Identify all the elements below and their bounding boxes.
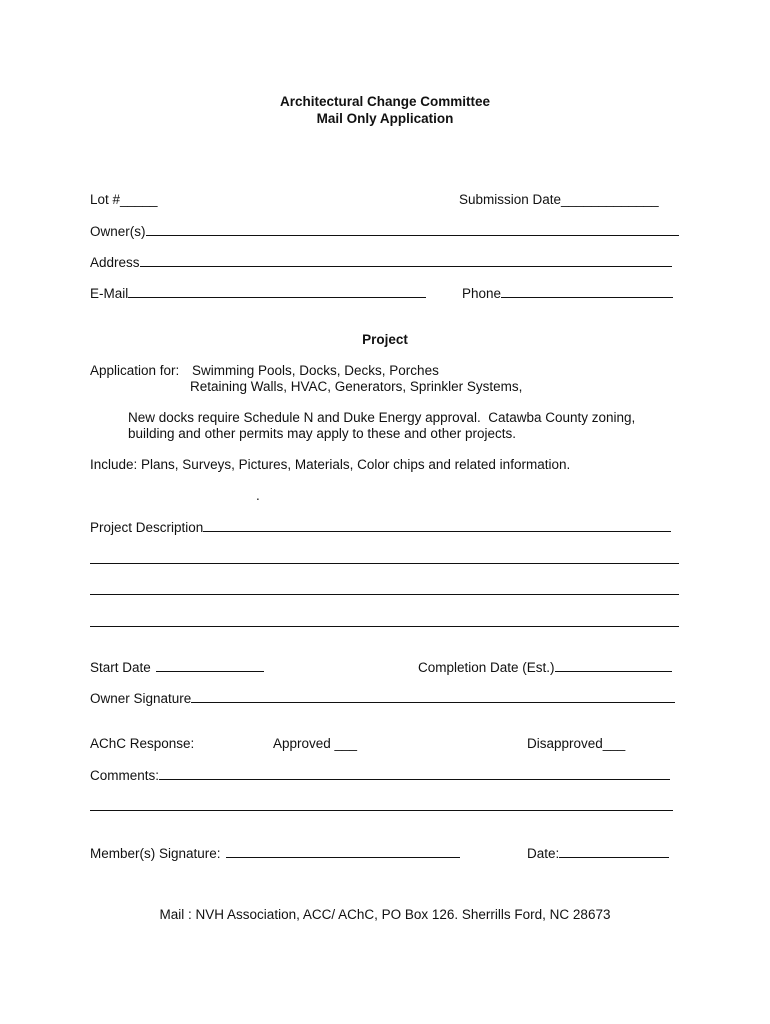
owners-field[interactable] [90,223,680,239]
date-label: Date: [527,846,560,861]
form-subtitle: Mail Only Application [316,111,454,126]
owners-label: Owner(s) [90,224,146,239]
achc-response-label: AChC Response: [90,736,195,751]
date-blank[interactable] [559,845,669,858]
comments-line-2[interactable] [90,798,680,814]
application-for-line1: Swimming Pools, Docks, Decks, Porches [192,363,439,378]
start-date-field[interactable] [90,659,270,675]
address-field[interactable] [90,254,680,270]
comments-field[interactable] [90,767,680,783]
approved-field[interactable]: Approved ___ [273,736,358,751]
phone-field[interactable] [462,285,677,301]
project-description-line-3[interactable] [90,582,680,598]
application-for-label: Application for: [90,363,180,378]
mail-address: Mail : NVH Association, ACC/ AChC, PO Box 126. Sherrills Ford, NC 28673 [159,907,611,922]
form-title: Architectural Change Committee [279,94,491,109]
email-field[interactable] [90,285,430,301]
owners-blank[interactable] [146,223,679,236]
owner-signature-field[interactable] [90,690,680,706]
date-field[interactable] [527,845,675,861]
completion-date-label: Completion Date (Est.) [418,660,555,675]
address-label: Address [90,255,140,270]
address-blank[interactable] [140,254,672,267]
project-description-field[interactable] [90,519,680,535]
owner-signature-blank[interactable] [191,690,675,703]
phone-label: Phone [462,286,502,301]
disapproved-field[interactable]: Disapproved___ [527,736,626,751]
stray-dot: . [256,488,260,503]
email-label: E-Mail [90,286,129,301]
project-description-blank[interactable] [203,519,671,532]
submission-date-field[interactable]: Submission Date_____________ [459,192,659,207]
members-signature-field[interactable] [90,845,465,861]
project-description-line-2[interactable] [90,551,680,567]
comments-label: Comments: [90,768,160,783]
include-text: Include: Plans, Surveys, Pictures, Materials, Color chips and related information. [90,457,571,472]
comments-blank[interactable] [159,767,670,780]
start-date-label: Start Date [90,660,151,675]
email-blank[interactable] [128,285,426,298]
notice-line2: building and other permits may apply to these and other projects. [128,426,516,441]
notice-line1: New docks require Schedule N and Duke Energy approval. Catawba County zoning, [128,410,636,425]
phone-blank[interactable] [501,285,673,298]
members-signature-blank[interactable] [226,845,460,858]
owner-signature-label: Owner Signature [90,691,192,706]
project-heading: Project [362,332,408,347]
members-signature-label: Member(s) Signature: [90,846,221,861]
application-for-line2: Retaining Walls, HVAC, Generators, Sprinkler Systems, [190,379,523,394]
completion-date-field[interactable] [418,659,676,675]
project-description-label: Project Description [90,520,204,535]
project-description-line-4[interactable] [90,614,680,630]
start-date-blank[interactable] [156,659,264,672]
completion-date-blank[interactable] [555,659,672,672]
lot-field[interactable]: Lot #_____ [90,192,158,207]
